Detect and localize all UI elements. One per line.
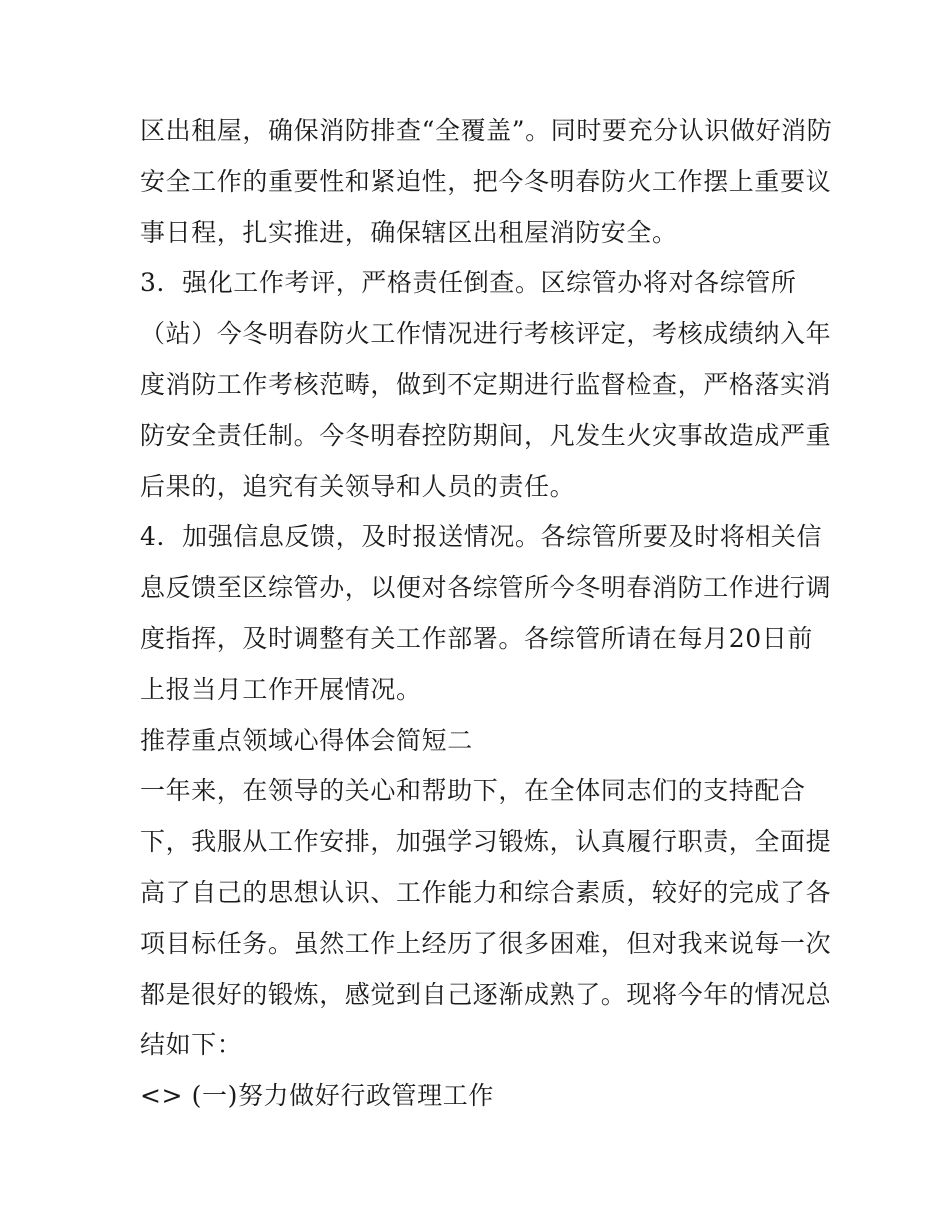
section-title: 推荐重点领域心得体会简短二: [140, 725, 473, 755]
list-item-3-heading: 3．强化工作考评，严格责任倒查。区综管办将对各综管所: [140, 268, 797, 298]
document-body: [140, 106, 833, 1122]
text-line: 度指挥，及时调整有关工作部署。各综管所请在每月20日前: [140, 623, 814, 653]
list-item-4-heading: 4．加强信息反馈，及时报送情况。各综管所要及时将相关信: [140, 522, 823, 552]
text-line: 项目标任务。虽然工作上经历了很多困难，但对我来说每一次: [140, 928, 832, 958]
text-line: 事日程，扎实推进，确保辖区出租屋消防安全。: [140, 217, 678, 247]
text-line: 息反馈至区综管办，以便对各综管所今冬明春消防工作进行调: [140, 573, 832, 603]
text-line: 下，我服从工作安排，加强学习锻炼，认真履行职责，全面提: [140, 827, 832, 857]
text-line: 一年来，在领导的关心和帮助下，在全体同志们的支持配合: [140, 776, 806, 806]
text-line: 防安全责任制。今冬明春控防期间，凡发生火灾事故造成严重: [140, 420, 832, 450]
subsection-heading: <> (一)努力做好行政管理工作: [140, 1081, 494, 1111]
text-line: 结如下：: [140, 1030, 243, 1060]
text-line: 后果的，追究有关领导和人员的责任。: [140, 471, 576, 501]
text-line: （站）今冬明春防火工作情况进行考核评定，考核成绩纳入年: [140, 319, 832, 349]
text-line: 高了自己的思想认识、工作能力和综合素质，较好的完成了各: [140, 877, 832, 907]
text-line: 安全工作的重要性和紧迫性，把今冬明春防火工作摆上重要议: [140, 166, 832, 196]
text-line: 上报当月工作开展情况。: [140, 674, 422, 704]
text-line: 度消防工作考核范畴，做到不定期进行监督检查，严格落实消: [140, 369, 832, 399]
text-line: 区出租屋，确保消防排查“全覆盖”。同时要充分认识做好消防: [140, 116, 833, 145]
text-line: 都是很好的锻炼，感觉到自己逐渐成熟了。现将今年的情况总: [140, 979, 832, 1009]
